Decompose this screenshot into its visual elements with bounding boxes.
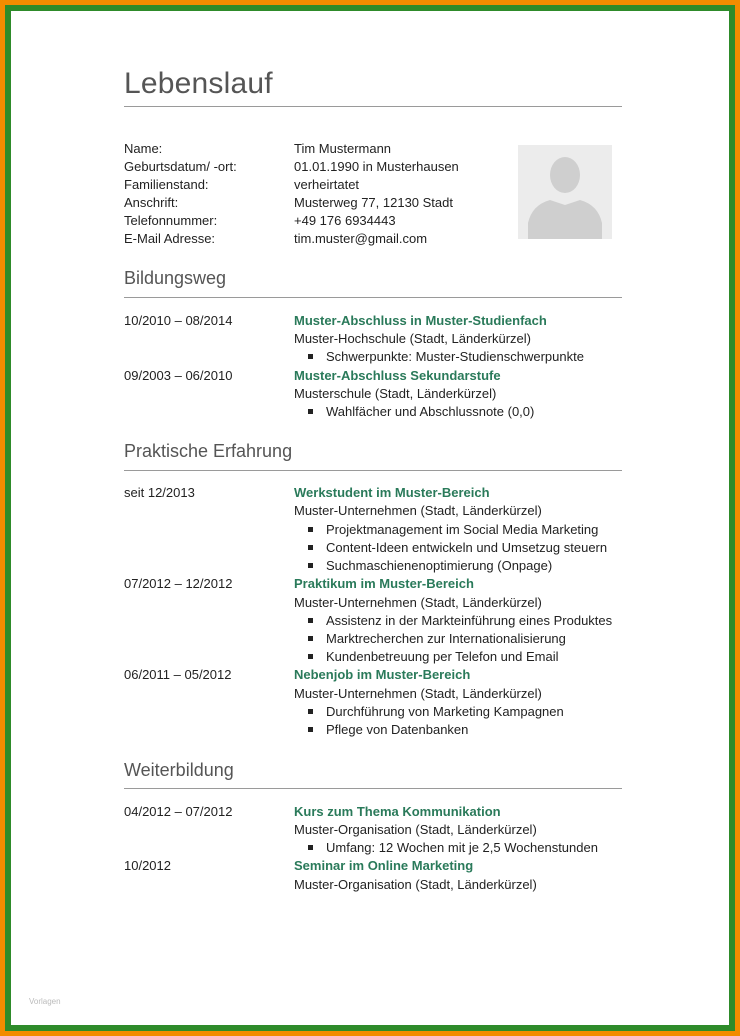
entry-company: Muster-Unternehmen (Stadt, Länderkürzel) [294,503,542,518]
bullet-text: Content-Ideen entwickeln und Umsetzug steuern [326,540,608,555]
section-rule-training [124,788,622,789]
bullet-icon [308,545,313,550]
personal-value-marital: verheirtatet [294,177,360,192]
cv-page [11,11,729,1025]
bullet-icon [308,409,313,414]
entry-company: Muster-Unternehmen (Stadt, Länderkürzel) [294,595,542,610]
personal-value-address: Musterweg 77, 12130 Stadt [294,195,453,210]
bullet-text: Projektmanagement im Social Media Marketing [326,522,599,537]
entry-date: 10/2012 [124,858,171,873]
entry-title: Muster-Abschluss Sekundarstufe [294,368,501,383]
bullet-text: Umfang: 12 Wochen mit je 2,5 Wochenstunden [326,840,598,855]
entry-institution: Muster-Hochschule (Stadt, Länderkürzel) [294,331,531,346]
page-title: Lebenslauf [124,67,273,100]
entry-date: 09/2003 – 06/2010 [124,368,233,383]
entry-title: Nebenjob im Muster-Bereich [294,667,471,682]
entry-date: 06/2011 – 05/2012 [124,667,232,682]
entry-date: 07/2012 – 12/2012 [124,576,233,591]
bullet-item [308,404,534,419]
personal-label-phone: Telefonnummer: [124,213,218,228]
title-rule [124,106,622,107]
bullet-icon [308,527,313,532]
entry-title: Werkstudent im Muster-Bereich [294,485,490,500]
bullet-icon [308,618,313,623]
entry-title: Praktikum im Muster-Bereich [294,576,474,591]
bullet-icon [308,727,313,732]
bullet-item [308,704,564,719]
bullet-text: Schwerpunkte: Muster-Studienschwerpunkte [326,349,584,364]
personal-label-name: Name: [124,141,163,156]
bullet-icon [308,709,313,714]
bullet-text: Assistenz in der Markteinführung eines Produktes [326,613,613,628]
personal-label-email: E-Mail Adresse: [124,231,216,246]
bullet-icon [308,636,313,641]
bullet-item [308,722,468,737]
entry-date: 04/2012 – 07/2012 [124,804,233,819]
bullet-text: Pflege von Datenbanken [326,722,469,737]
bullet-item [308,631,566,646]
entry-company: Muster-Unternehmen (Stadt, Länderkürzel) [294,686,542,701]
bullet-text: Durchführung von Marketing Kampagnen [326,704,564,719]
personal-label-birth: Geburtsdatum/ -ort: [124,159,237,174]
section-title-training: Weiterbildung [124,760,234,780]
entry-date: seit 12/2013 [124,485,195,500]
bullet-text: Suchmaschienenoptimierung (Onpage) [326,558,553,573]
bullet-item [308,613,612,628]
personal-value-birth: 01.01.1990 in Musterhausen [294,159,459,174]
section-title-education: Bildungsweg [124,268,227,288]
personal-label-marital: Familienstand: [124,177,209,192]
bullet-item [308,540,607,555]
section-rule-education [124,297,622,298]
personal-value-phone: +49 176 6934443 [294,213,396,228]
section-rule-experience [124,470,622,471]
personal-value-email: tim.muster@gmail.com [294,231,428,246]
bullet-icon [308,354,313,359]
entry-institution: Musterschule (Stadt, Länderkürzel) [294,386,497,401]
bullet-icon [308,563,313,568]
personal-value-name: Tim Mustermann [294,141,392,156]
bullet-item [308,558,552,573]
bullet-item [308,349,584,364]
entry-title: Kurs zum Thema Kommunikation [294,804,501,819]
bullet-text: Marktrecherchen zur Internationalisierung [326,631,566,646]
watermark-text: Vorlagen [29,997,61,1006]
entry-organisation: Muster-Organisation (Stadt, Länderkürzel) [294,877,537,892]
bullet-item [308,840,598,855]
person-silhouette-icon [518,145,612,239]
section-title-experience: Praktische Erfahrung [124,441,293,461]
bullet-item [308,522,598,537]
entry-date: 10/2010 – 08/2014 [124,313,233,328]
profile-photo [518,145,612,239]
entry-organisation: Muster-Organisation (Stadt, Länderkürzel) [294,822,537,837]
personal-label-address: Anschrift: [124,195,179,210]
bullet-icon [308,845,313,850]
entry-title: Muster-Abschluss in Muster-Studienfach [294,313,547,328]
bullet-item [308,649,559,664]
bullet-text: Wahlfächer und Abschlussnote (0,0) [326,404,535,419]
entry-title: Seminar im Online Marketing [294,858,474,873]
bullet-text: Kundenbetreuung per Telefon und Email [326,649,559,664]
bullet-icon [308,654,313,659]
